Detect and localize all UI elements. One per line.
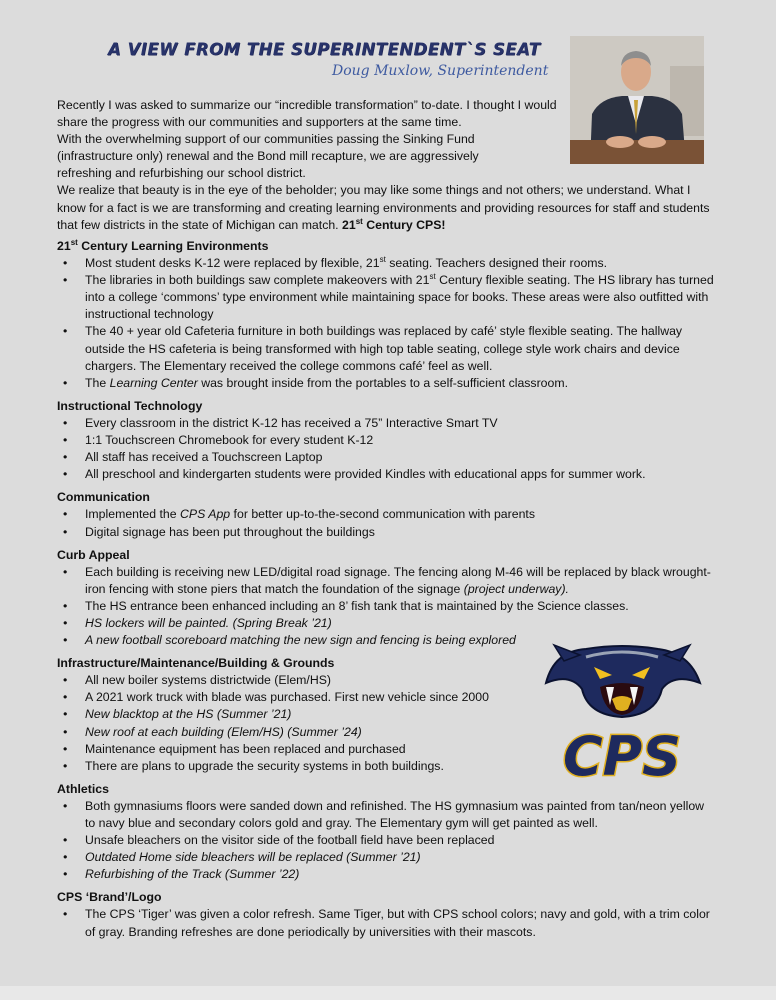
intro-paragraph-3-text: We realize that beauty is in the eye of the beholder; you may like some things and not others; we understand. What I know for a fact is we are transforming and creating learning environments and providing resources for staff and students that few districts in the state of Michigan can match.	[57, 183, 710, 232]
item-text: for better up-to-the-second communication with parents	[230, 507, 535, 522]
item-emphasis: Learning Center	[109, 375, 198, 390]
list-item: • There are plans to upgrade the security systems in both buildings.	[57, 758, 525, 775]
tagline-sup: st	[355, 216, 363, 226]
intro-paragraph-2: With the overwhelming support of our communities passing the Sinking Fund (infrastructure only) renewal and the Bond mill recapture, we are aggressively refreshing and refurbishing our school district.	[57, 132, 479, 181]
title-number: 21	[57, 239, 71, 253]
section-brand-logo	[57, 889, 717, 940]
section-title: Communication	[57, 490, 150, 505]
tiger-mascot-logo-icon	[524, 643, 720, 783]
section-title: Instructional Technology	[57, 398, 203, 413]
logo-text: CPS	[562, 725, 682, 783]
item-text: Implemented the	[85, 507, 181, 522]
item-text: Each building is receiving new LED/digital road signage. The fencing along M-46 will be replaced by black wrought-iron fencing with stone piers that match the foundation of the signage	[85, 564, 711, 596]
list-item: • Refurbishing of the Track (Summer ’22)	[57, 866, 717, 883]
section-curb-appeal	[57, 547, 717, 650]
section-athletics	[57, 781, 717, 884]
list-item: • Outdated Home side bleachers will be replaced (Summer ’21)	[57, 849, 717, 866]
section-title: Infrastructure/Maintenance/Building & Grounds	[57, 656, 335, 671]
tagline-rest: Century CPS!	[362, 217, 446, 232]
title-sup: st	[70, 237, 78, 247]
list-item: • Maintenance equipment has been replaced and purchased	[57, 741, 525, 758]
list-item: • A new football scoreboard matching the new sign and fencing is being explored	[57, 632, 717, 649]
item-text: was brought inside from the portables to a self-sufficient classroom.	[197, 375, 569, 390]
list-item: • New blacktop at the HS (Summer ’21)	[57, 706, 525, 723]
item-emphasis: CPS App	[180, 507, 231, 522]
intro-paragraph-1: Recently I was asked to summarize our “incredible transformation” to-date. I thought I would share the progress with our communities and supporters at the same time.	[57, 98, 557, 130]
list-item: • Both gymnasiums floors were sanded down and refinished. The HS gymnasium was painted from tan/neon yellow to navy blue and secondary colors gold and gray. The Elementary gym will get painted as well.	[57, 798, 717, 832]
list-item: • All preschool and kindergarten students were provided Kindles with educational apps for summer work.	[57, 466, 717, 483]
page-title: A VIEW FROM THE SUPERINTENDENT`S SEAT	[108, 40, 541, 59]
list-item: • The 40 + year old Cafeteria furniture in both buildings was replaced by café’ style flexible seating. The hallway outside the HS cafeteria is being transformed with high top table seating, college style work chairs and device chargers. The Elementary received the college commons café’ feel as well.	[57, 323, 717, 374]
title-rest: Century Learning Environments	[77, 239, 269, 253]
item-text: seating. Teachers designed their rooms.	[385, 256, 608, 271]
list-item: • HS lockers will be painted. (Spring Break ’21)	[57, 615, 717, 632]
item-text: Most student desks K-12 were replaced by flexible, 21	[85, 256, 380, 271]
item-text: Century flexible seating. The HS library has turned into a college ‘commons’ type environment while maintaining space for books. These areas were also outfitted with instructional technology	[85, 273, 714, 322]
list-item: • Unsafe bleachers on the visitor side of the football field have been replaced	[57, 832, 717, 849]
section-title: Athletics	[57, 781, 109, 796]
intro-paragraph-3	[57, 182, 717, 233]
list-item	[57, 255, 717, 272]
list-item: • New roof at each building (Elem/HS) (Summer ’24)	[57, 724, 525, 741]
section-communication	[57, 489, 717, 540]
main-content	[57, 238, 717, 947]
list-item: • Every classroom in the district K-12 has received a 75” Interactive Smart TV	[57, 415, 717, 432]
item-sup: st	[379, 255, 386, 264]
intro-text	[57, 97, 717, 234]
section-learning-environments	[57, 238, 717, 392]
tagline-number: 21	[342, 217, 356, 232]
list-item: • Digital signage has been put throughout the buildings	[57, 524, 717, 541]
section-title	[57, 238, 717, 255]
intro-tagline	[342, 218, 446, 232]
item-text: The	[85, 375, 110, 390]
author-byline: Doug Muxlow, Superintendent	[332, 63, 549, 79]
list-item: • All staff has received a Touchscreen Laptop	[57, 449, 717, 466]
list-item: • A 2021 work truck with blade was purchased. First new vehicle since 2000	[57, 689, 525, 706]
item-text: The libraries in both buildings saw complete makeovers with 21	[85, 273, 430, 288]
section-title: Curb Appeal	[57, 547, 130, 562]
list-item	[57, 272, 717, 323]
list-item	[57, 375, 717, 392]
list-item: • 1:1 Touchscreen Chromebook for every student K-12	[57, 432, 717, 449]
list-item: • The HS entrance been enhanced including an 8’ fish tank that is maintained by the Science classes.	[57, 598, 717, 615]
section-title: CPS ‘Brand’/Logo	[57, 890, 162, 905]
list-item: • All new boiler systems districtwide (Elem/HS)	[57, 672, 525, 689]
item-emphasis: (project underway).	[463, 581, 569, 596]
list-item	[57, 564, 717, 598]
list-item	[57, 506, 717, 523]
list-item: • The CPS ‘Tiger’ was given a color refresh. Same Tiger, but with CPS school colors; navy and gold, with a trim color of gray. Branding refreshes are done periodically by universities with their mascots.	[57, 906, 717, 940]
section-instructional-technology	[57, 398, 717, 483]
item-sup: st	[429, 272, 436, 282]
